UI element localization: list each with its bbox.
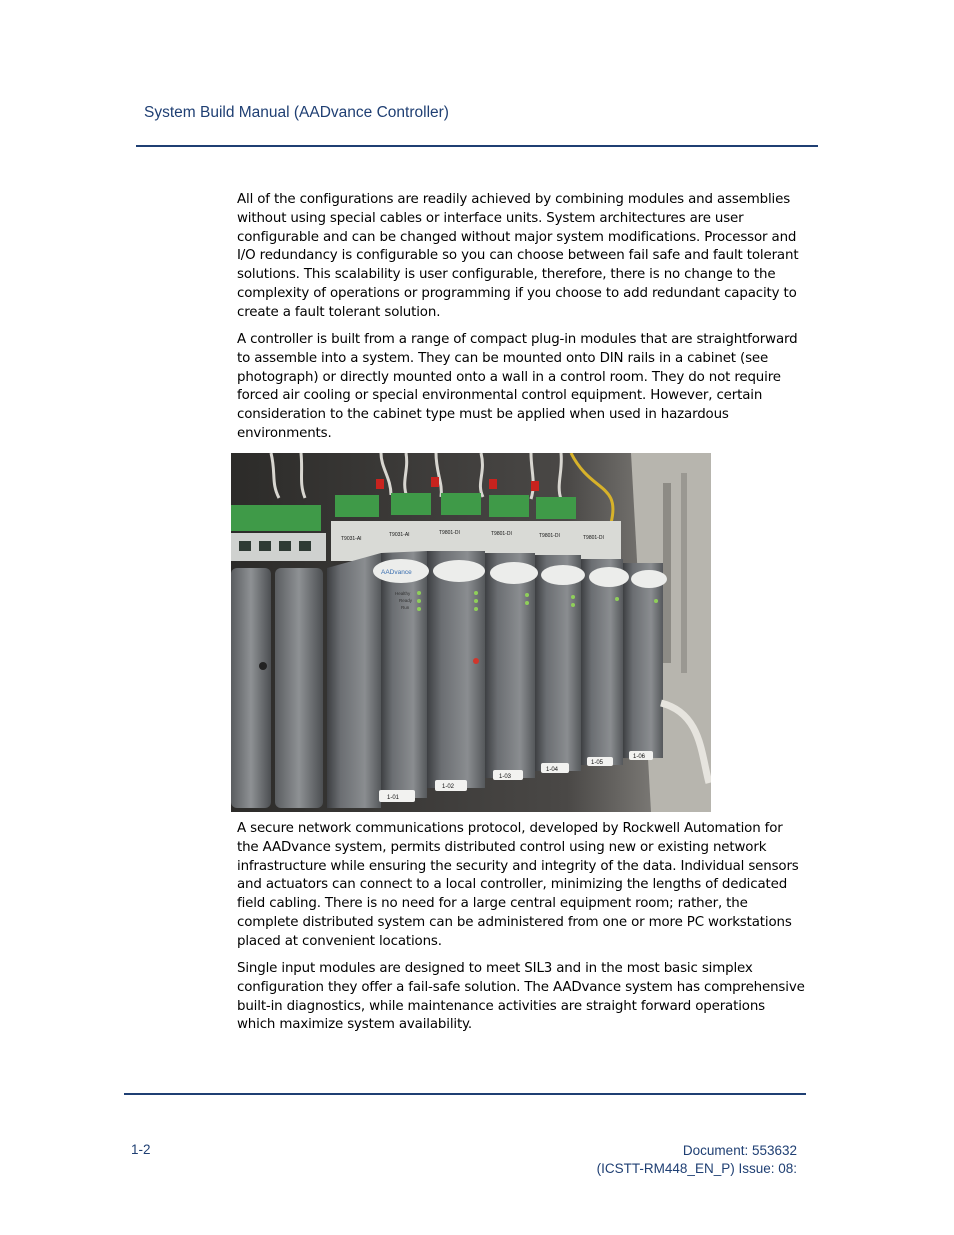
module-brand-text: AADvance xyxy=(381,569,412,576)
paragraph-text: All of the configurations are readily achieved by combining modules and assemblies without using special cables or interface units. System architectures are user configurable and can be changed without major system modifications. Processor and I/O redundancy is configurable so you can choose between fail safe and fault tolerant solutions. This scalability is user configurable, therefore, there is no change to the complexity of operations or programming if you choose to add redundant capacity to create a fault tolerant solution. xyxy=(237,192,799,320)
module-tag: T9801-DI xyxy=(583,535,604,541)
slot-label: 1-02 xyxy=(442,784,455,790)
slot-label: 1-05 xyxy=(591,760,604,766)
slot-label: 1-04 xyxy=(546,767,559,773)
header-rule xyxy=(136,145,818,147)
module-tag: T9031-AI xyxy=(389,532,410,538)
slot-label: 1-03 xyxy=(499,774,512,780)
status-label: Healthy xyxy=(395,591,411,596)
module-tag: T9801-DI xyxy=(439,530,460,536)
body-paragraph xyxy=(237,191,805,323)
body-paragraph xyxy=(237,820,805,952)
paragraph-text: Single input modules are designed to meet SIL3 and in the most basic simplex configuration they offer a fail-safe solution. The AADvance system has comprehensive built-in diagnostics, while maintenance activities are straight forward operations which maximize system availability. xyxy=(237,961,805,1033)
document-reference xyxy=(597,1142,797,1178)
module-tag: T9801-DI xyxy=(539,533,560,539)
slot-label: 1-01 xyxy=(387,795,400,801)
slot-label: 1-06 xyxy=(633,754,646,760)
controller-cabinet-photo xyxy=(231,453,711,812)
module-tag: T9801-DI xyxy=(491,531,512,537)
document-issue: (ICSTT-RM448_EN_P) Issue: 08: xyxy=(596,1161,797,1176)
running-header: System Build Manual (AADvance Controller) xyxy=(144,104,449,121)
status-label: Ready xyxy=(399,598,413,603)
document-number: Document: 553632 xyxy=(682,1143,797,1158)
paragraph-text: A controller is built from a range of compact plug-in modules that are straightforward to assemble into a system. They can be mounted onto DIN rails in a cabinet (see photograph) or directly mounted onto a wall in a control room. They do not require forced air cooling or special environmental control equipment. However, certain consideration to the cabinet type must be applied when used in hazardous environments. xyxy=(237,332,798,441)
status-label: Run xyxy=(401,605,410,610)
module-tag: T9031-AI xyxy=(341,536,362,542)
page-number: 1-2 xyxy=(131,1142,151,1157)
footer-rule xyxy=(124,1093,806,1095)
body-paragraph xyxy=(237,960,805,1035)
paragraph-text: A secure network communications protocol, developed by Rockwell Automation for the AADvance system, permits distributed control using new or existing network infrastructure while ensuring the security and integrity of the data. Individual sensors and actuators can connect to a local controller, minimizing the lengths of dedicated field cabling. There is no need for a large central equipment room; rather, the complete distributed system can be administered from one or more PC workstations placed at convenient locations. xyxy=(237,821,799,949)
body-paragraph xyxy=(237,331,805,444)
